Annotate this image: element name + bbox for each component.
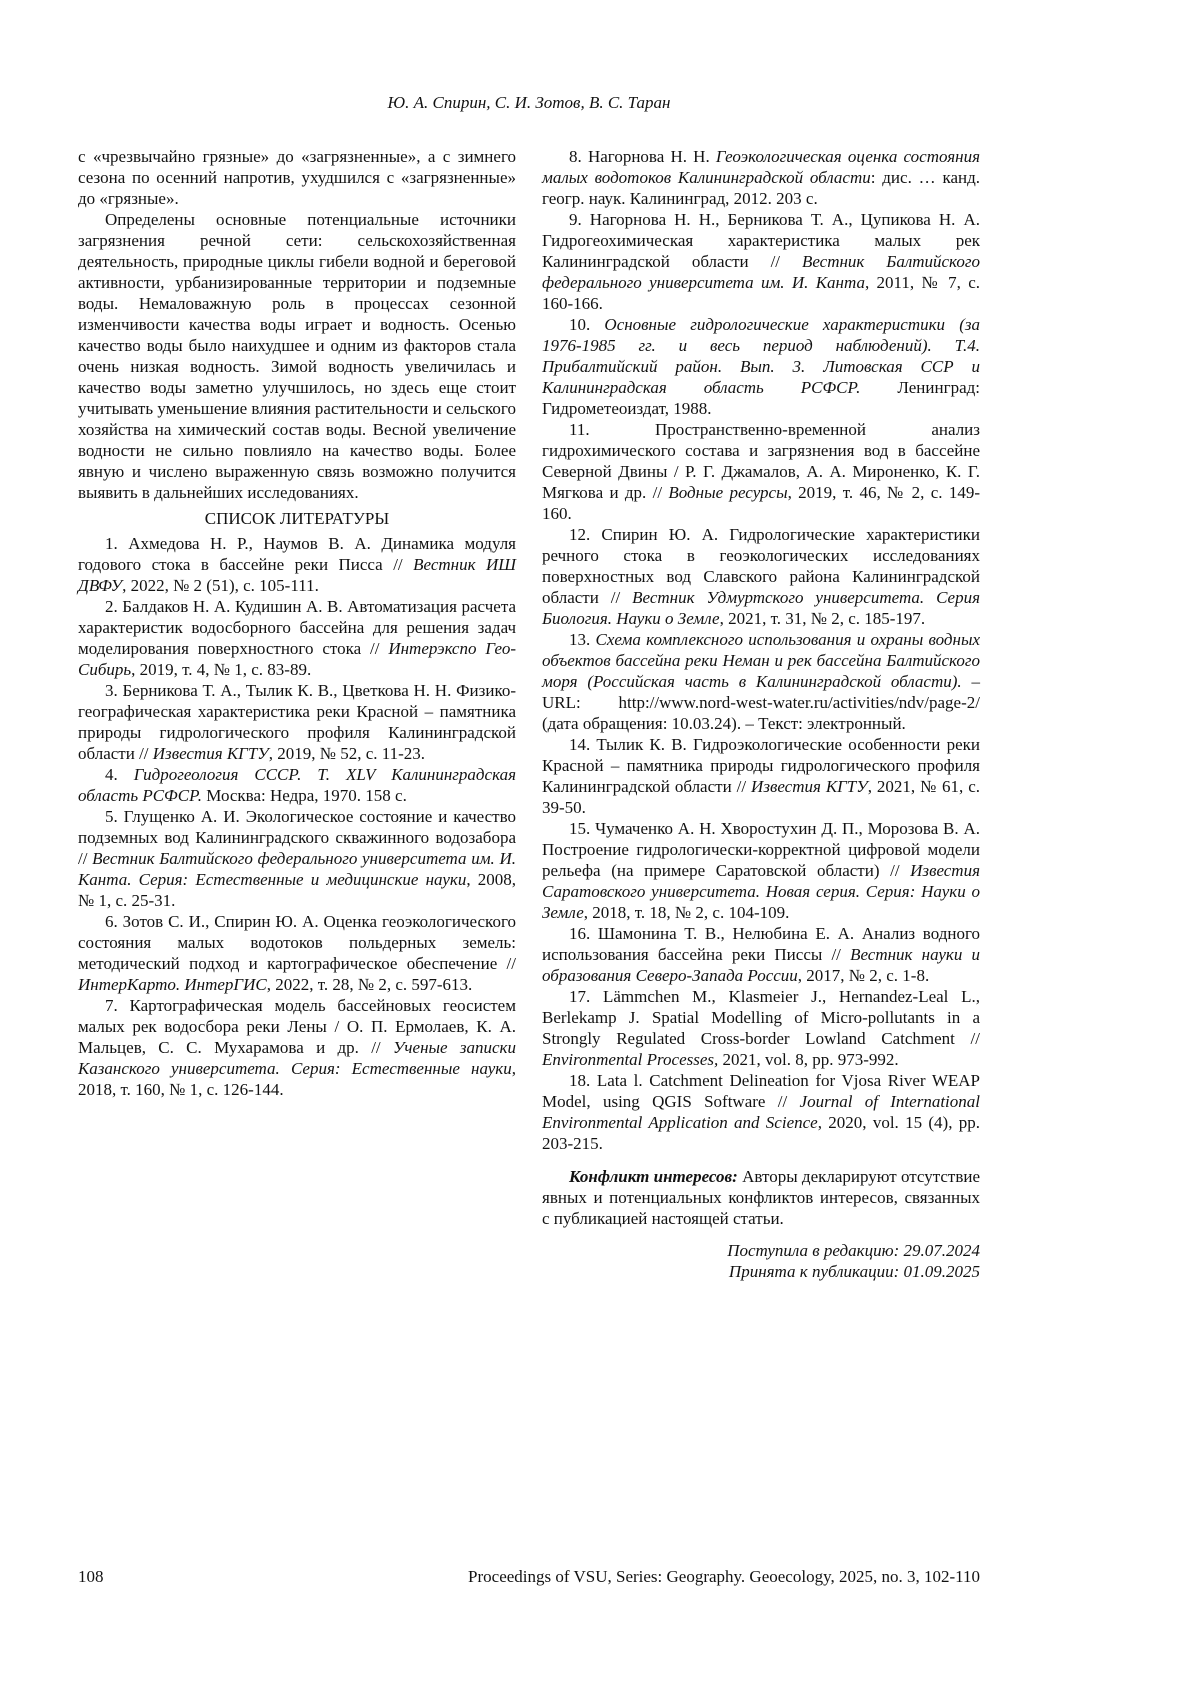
page-footer: [78, 1566, 980, 1587]
references-list-right: [542, 146, 980, 1154]
reference-item: 18. Lata l. Catchment Delineation for Vjosa River WEAP Model, using QGIS Software // Journal of International Environmental Application and Science, 2020, vol. 15 (4), pp. 203-215.: [542, 1071, 980, 1153]
right-column: [542, 146, 980, 1282]
reference-item: 2. Балдаков Н. А. Кудишин А. В. Автоматизация расчета характеристик водосборного бассейна для решения задач моделирования поверхностного стока // Интерэкспо Гео-Сибирь, 2019, т. 4, № 1, с. 83-89.: [78, 597, 516, 679]
left-column: [78, 146, 516, 1282]
page-content: [78, 92, 980, 1282]
conflict-of-interest-label: Конфликт интересов:: [569, 1167, 738, 1186]
submission-dates: [542, 1240, 980, 1282]
reference-item: 4. Гидрогеология СССР. Т. XLV Калининградская область РСФСР. Москва: Недра, 1970. 158 с.: [78, 765, 517, 805]
conflict-of-interest: [542, 1166, 980, 1229]
reference-item: 9. Нагорнова Н. Н., Берникова Т. А., Цупикова Н. А. Гидрогеохимическая характеристика малых рек Калининградской области // Вестник Балтийского федерального университета им. И. Канта, 2011, № 7, с. 160-166.: [542, 210, 980, 313]
body-paragraph: Определены основные потенциальные источники загрязнения речной сети: сельскохозяйственная деятельность, природные циклы гибели водной и береговой активности, урбанизированные территории и подземные воды. Немаловажную роль в процессах сезонной изменчивости качества воды играет и водность. Осенью качество воды было наихудшее и одним из факторов стала очень низкая водность. Зимой водность увеличилась и качество воды заметно улучшилось, но здесь еще стоит учитывать уменьшение влияния растительности и сельского хозяйства на химический состав воды. Весной увеличение водности не сильно повлияло на качество воды. Более явную и числено выраженную связь возможно получится выявить в дальнейших исследованиях.: [78, 210, 516, 502]
journal-footer-line: Proceedings of VSU, Series: Geography. Geoecology, 2025, no. 3, 102-110: [468, 1567, 980, 1586]
accepted-date: Принята к публикации: 01.09.2025: [728, 1262, 980, 1281]
reference-item: 13. Схема комплексного использования и охраны водных объектов бассейна реки Неман и рек бассейна Балтийского моря (Российская часть в Калининградской области). – URL: http://www.nord-west-water.ru/activities/ndv/page-2/ (дата обращения: 10.03.24). – Текст: электронный.: [542, 630, 981, 733]
reference-item: 14. Тылик К. В. Гидроэкологические особенности реки Красной – памятника природы гидрологического профиля Калининградской области // Известия КГТУ, 2021, № 61, с. 39-50.: [542, 735, 981, 817]
received-date: Поступила в редакцию: 29.07.2024: [727, 1241, 980, 1260]
two-column-layout: [78, 146, 980, 1282]
body-paragraph-continuation: с «чрезвычайно грязные» до «загрязненные», а с зимнего сезона по осенний напротив, ухудшился с «загрязненные» до «грязные».: [78, 147, 516, 208]
reference-item: 8. Нагорнова Н. Н. Геоэкологическая оценка состояния малых водотоков Калининградской области: дис. … канд. геогр. наук. Калининград, 2012. 203 с.: [542, 147, 980, 208]
reference-item: 17. Lämmchen M., Klasmeier J., Hernandez-Leal L., Berlekamp J. Spatial Modelling of Micro-pollutants in a Strongly Regulated Cross-border Lowland Catchment // Environmental Processes, 2021, vol. 8, pp. 973-992.: [542, 987, 980, 1069]
reference-item: 6. Зотов С. И., Спирин Ю. А. Оценка геоэкологического состояния малых водотоков польдерных земель: методический подход и картографическое обеспечение // ИнтерКарто. ИнтерГИС, 2022, т. 28, № 2, с. 597-613.: [78, 912, 516, 994]
reference-item: 16. Шамонина Т. В., Нелюбина Е. А. Анализ водного использования бассейна реки Писсы // Вестник науки и образования Северо-Запада России, 2017, № 2, с. 1-8.: [542, 924, 981, 985]
reference-item: 5. Глущенко А. И. Экологическое состояние и качество подземных вод Калининградского скважинного водозабора // Вестник Балтийского федерального университета им. И. Канта. Серия: Естественные и медицинские науки, 2008, № 1, с. 25-31.: [78, 807, 517, 910]
references-list-left: [78, 533, 516, 1100]
reference-url[interactable]: http://www.nord-west-water.ru/activities/ndv/page-2/: [618, 693, 980, 712]
conflict-of-interest-text: Авторы декларируют отсутствие явных и потенциальных конфликтов интересов, связанных с публикацией настоящей статьи.: [542, 1167, 980, 1228]
reference-item: 12. Спирин Ю. А. Гидрологические характеристики речного стока в геоэкологических исследованиях поверхностных вод Славского района Калининградской области // Вестник Удмуртского университета. Серия Биология. Науки о Земле, 2021, т. 31, № 2, с. 185-197.: [542, 525, 980, 628]
reference-item: 10. Основные гидрологические характеристики (за 1976-1985 гг. и весь период наблюдений). Т.4. Прибалтийский район. Вып. 3. Литовская ССР и Калининградская область РСФСР. Ленинград: Гидрометеоиздат, 1988.: [542, 315, 981, 418]
page-number: 108: [78, 1567, 104, 1586]
reference-item: 15. Чумаченко А. Н. Хворостухин Д. П., Морозова В. А. Построение гидрологически-корректной цифровой модели рельефа (на примере Саратовской области) // Известия Саратовского университета. Новая серия. Серия: Науки о Земле, 2018, т. 18, № 2, с. 104-109.: [542, 819, 980, 922]
reference-item: 1. Ахмедова Н. Р., Наумов В. А. Динамика модуля годового стока в бассейне реки Писса // Вестник ИШ ДВФУ, 2022, № 2 (51), с. 105-111.: [78, 534, 516, 595]
reference-item: 7. Картографическая модель бассейновых геосистем малых рек водосбора реки Лены / О. П. Ермолаев, К. А. Мальцев, С. С. Мухарамова и др. // Ученые записки Казанского университета. Серия: Естественные науки, 2018, т. 160, № 1, с. 126-144.: [78, 996, 516, 1099]
references-heading: СПИСОК ЛИТЕРАТУРЫ: [204, 509, 390, 528]
reference-item: 3. Берникова Т. А., Тылик К. В., Цветкова Н. Н. Физико-географическая характеристика реки Красной – памятника природы гидрологического профиля Калининградской области // Известия КГТУ, 2019, № 52, с. 11-23.: [78, 681, 516, 763]
running-head-authors: Ю. А. Спирин, С. И. Зотов, В. С. Таран: [387, 93, 671, 112]
reference-item: 11. Пространственно-временной анализ гидрохимического состава и загрязнения вод в бассейне Северной Двины / Р. Г. Джамалов, А. А. Мироненко, К. Г. Мягкова и др. // Водные ресурсы, 2019, т. 46, № 2, с. 149-160.: [542, 420, 981, 523]
